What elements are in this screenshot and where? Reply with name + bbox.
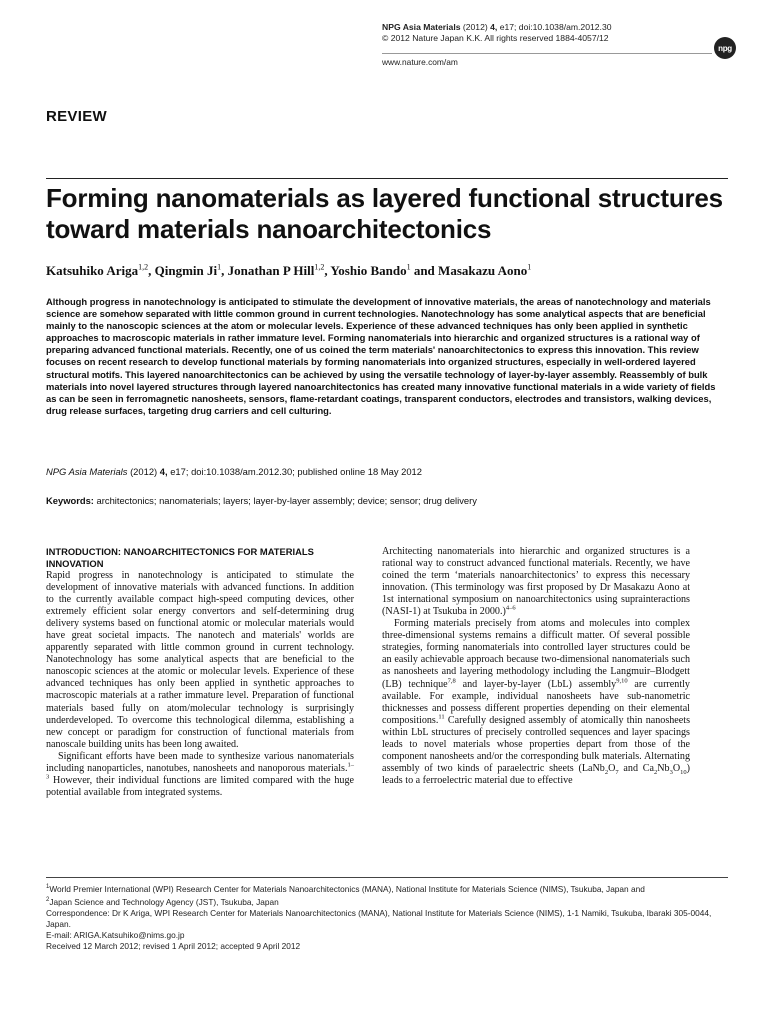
affiliation-1: $^1$World Premier International (WPI) Research Center for Materials Nanoarchitectonics (MANA), National Institute for Materials Science (NIMS), Tsukuba, Japan and xyxy=(46,883,645,894)
author: Masakazu Aono$^1$ xyxy=(438,263,532,279)
abstract: Although progress in nanotechnology is anticipated to stimulate the development of innovative materials, the areas of nanotechnology and materials science are somehow separated with little common ground in current technologies. Nanotechnology has some analytical aspects that are beneficial mainly to the nanoscopic sciences at the atom or molecular levels. Experience of these advanced techniques has only been applied in synthetic approaches to macroscopic materials in rather immature level. Forming nanomaterials into hierarchic and organized structures is a rational way of preparing advanced functional materials. Recently, one of us coined the term materials' nanoarchitectonics to express this innovation. This review focuses on recent research to develop functional materials by forming nanomaterials into organized structures, especially in well-ordered layered structural motifs. This layered nanoarchitectonics can be achieved by using the versatile technology of layer-by-layer assembly. Reassembly of bulk materials into novel layered structures through layered nanoarchitectonics has created many innovative functional materials in a wide variety of fields as can be seen in ferromagnetic nanosheets, sensors, flame-retardant coatings, transparent conductors, electrodes and transistors, walking devices, drug release surfaces, targeting drug carriers and cell culturing. xyxy=(46,296,716,416)
npg-logo-icon: npg xyxy=(714,37,736,59)
body-column-right xyxy=(382,546,690,787)
affiliation-2: $^2$Japan Science and Technology Agency (JST), Tsukuba, Japan xyxy=(46,896,279,907)
author: Katsuhiko Ariga$^{1,2}$, xyxy=(46,263,155,279)
header-divider xyxy=(382,53,712,54)
paragraph: Architecting nanomaterials into hierarchic and organized structures is a rational way to construct advanced functional materials. Recently, we have coined the term ‘materials nanoarchitectonics’ to express this necessary innovation. (This terminology was first proposed by Dr Masakazu Aono at 1st international symposium on nanoarchitectonics using suprainteractions (NASI-1) at Tsukuba in 2000.)$^{4-6}$ xyxy=(382,546,690,618)
paragraph: Rapid progress in nanotechnology is anticipated to stimulate the development of innovative materials with advanced functions. In addition to the currently available compact high-speed computing devices, other extremely efficient solar energy convertors and self-determining drug delivery systems based on functional atomic or molecular materials would have great societal impacts. The nanotech and materials' worlds are apparently separated with little common ground in current technology. Nanotechnology has some analytical aspects that are beneficial to the nanoscopic sciences at the atomic or molecular levels. Experience of these advanced techniques has only been applied in synthetic approaches to macroscopic materials at a rather immature level. Preparation of functional materials based fully on atom/molecular technology is surprisingly underdeveloped. To overcome this technological dilemma, establishing a new concept or paradigm for construction of functional materials from nanoscale building units has been long awaited. xyxy=(46,570,354,750)
section-heading: INTRODUCTION: NANOARCHITECTONICS FOR MATERIALS INNOVATION xyxy=(46,546,314,569)
footnotes xyxy=(46,882,736,952)
keywords: Keywords: architectonics; nanomaterials; layers; layer-by-layer assembly; device; sensor; drug delivery xyxy=(46,495,477,506)
footnote-divider xyxy=(46,877,728,878)
paragraph: Significant efforts have been made to synthesize various nanomaterials including nanoparticles, nanotubes, nanosheets and nanoporous materials.$^{1-3}$ However, their individual functions are limited compared with the huge potential available from integrated systems. xyxy=(46,750,354,798)
body-column-left xyxy=(46,546,354,799)
correspondence: Correspondence: Dr K Ariga, WPI Research Center for Materials Nanoarchitectonics (MANA), National Institute for Materials Science (NIMS), 1-1 Namiki, Tsukuba, Ibaraki 305-0044, Japan. xyxy=(46,907,712,929)
section-label: REVIEW xyxy=(46,108,107,125)
author: Yoshio Bando$^1$ and xyxy=(330,263,439,279)
journal-url[interactable]: www.nature.com/am xyxy=(382,57,458,67)
citation-line: NPG Asia Materials (2012) 4, e17; doi:10.1038/am.2012.30; published online 18 May 2012 xyxy=(46,466,422,477)
author: Jonathan P Hill$^{1,2}$, xyxy=(227,263,331,279)
title-divider xyxy=(46,178,728,179)
author-list xyxy=(46,263,531,279)
copyright-line: © 2012 Nature Japan K.K. All rights reserved 1884-4057/12 xyxy=(382,33,609,43)
author: Qingmin Ji$^1$, xyxy=(154,263,228,279)
paragraph: Forming materials precisely from atoms and molecules into complex three-dimensional systems remains a difficult matter. Of several possible strategies, forming nanomaterials into controlled layer structures could be an easily achievable approach because two-dimensional nanomaterials such as nanosheets and layering methodology including the Langmuir–Blodgett (LB) technique$^{7,8}$ and layer-by-layer (LbL) assembly$^{9,10}$ are currently available. For example, individual nanosheets have sub-nanometric thicknesses and possess different properties depending on their elemental compositions.$^{11}$ Carefully designed assembly of atomically thin nanosheets within LbL structures of precisely controlled sequences and layer spacings leads to novel materials whose properties depart from those of the component nanosheets and/or the corresponding bulk materials. Alternating assembly of two kinds of paraelectric sheets ($LaNb_2O_7$ and $Ca_2Nb_3O_{10}$) leads to a ferroelectric material due to effective xyxy=(382,618,690,786)
journal-reference: NPG Asia Materials (2012) 4, e17; doi:10.1038/am.2012.30 xyxy=(382,22,612,32)
received-dates: Received 12 March 2012; revised 1 April 2012; accepted 9 April 2012 xyxy=(46,940,301,951)
journal-header xyxy=(382,22,612,44)
article-title: Forming nanomaterials as layered functional structures toward materials nanoarchitectonics xyxy=(46,183,723,244)
email[interactable]: E-mail: ARIGA.Katsuhiko@nims.go.jp xyxy=(46,929,185,940)
